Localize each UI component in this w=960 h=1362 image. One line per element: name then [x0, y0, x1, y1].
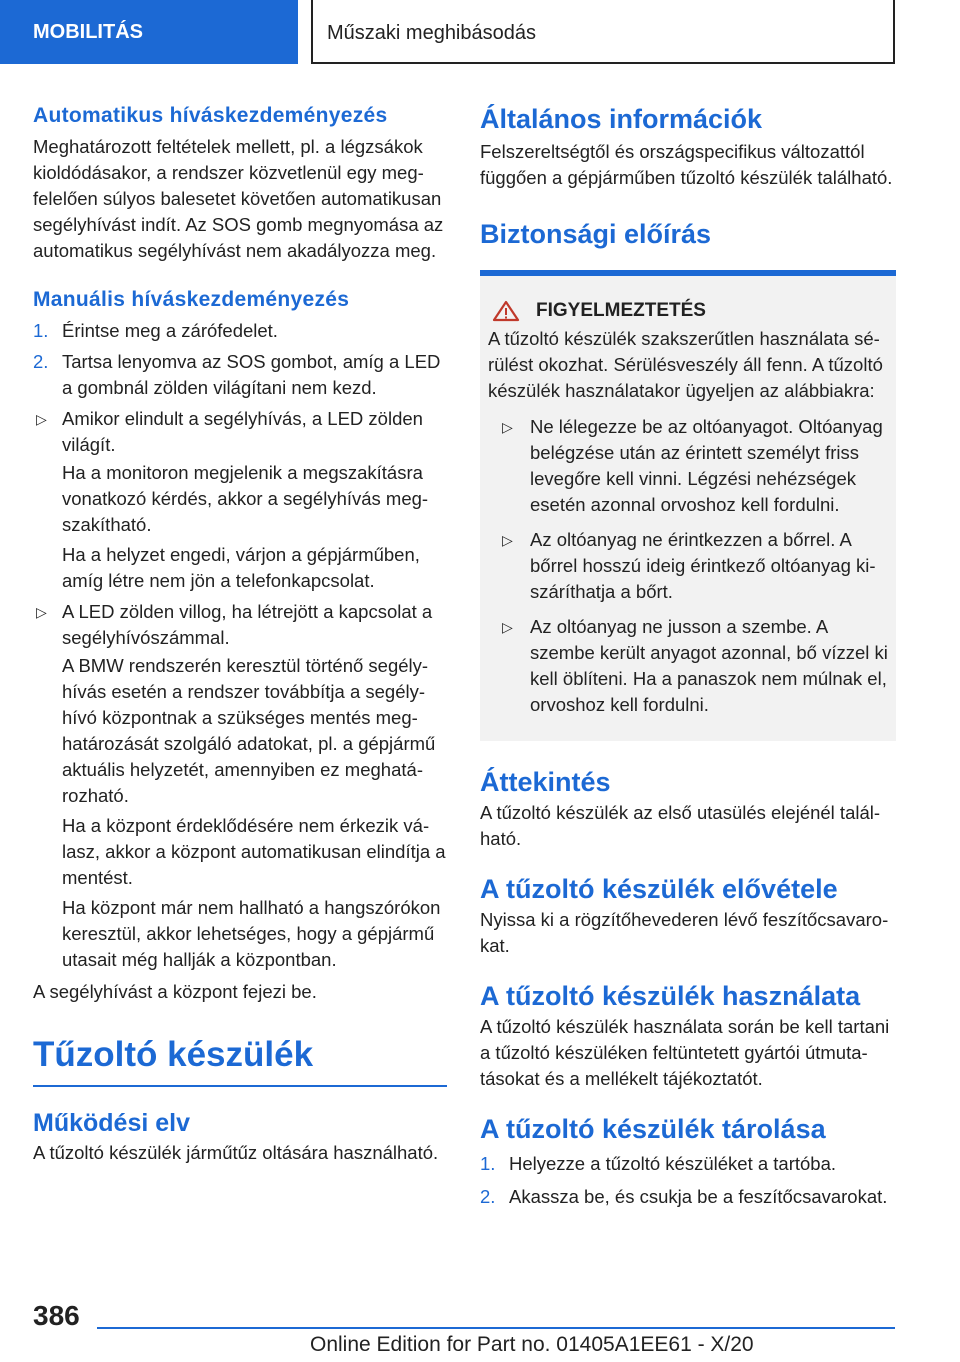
chapter-title: Műszaki meghibásodás — [327, 22, 536, 44]
list-item — [33, 406, 447, 458]
store-steps — [480, 1151, 896, 1210]
overview-text: A tűzoltó készülék az első utasülés elejénél található. — [480, 802, 881, 849]
triangle-bullet-icon: ▷ — [502, 419, 513, 435]
section-label: MOBILITÁS — [33, 20, 143, 43]
bullet-text: A LED zölden villog, ha létrejött a kapcsolat a segélyhívószámmal. — [62, 601, 433, 648]
use-heading: A tűzoltó készülék használata — [480, 981, 861, 1011]
step-text: Akassza be, és csukja be a feszítőcsavarokat. — [509, 1186, 888, 1207]
manual-call-heading: Manuális híváskezdeményezés — [33, 288, 350, 311]
list-item — [496, 527, 888, 605]
list-item — [480, 1184, 896, 1210]
bullet-continuation: A BMW rendszerén keresztül történő segélyhívás esetén a rendszer továbbítja a segélyhívó központnak a szükséges mentés meghatározását szolgáló adatokat, pl. a gépjármű aktuális helyzetét, amennyiben ez meghatározható. — [62, 655, 436, 806]
heading-rule — [33, 1085, 447, 1087]
extinguisher-heading: Tűzoltó készülék — [33, 1035, 314, 1074]
warning-box — [480, 276, 896, 741]
footer-rule — [97, 1327, 895, 1329]
warning-title-text: FIGYELMEZTETÉS — [536, 300, 706, 321]
bullet-continuation: Ha a monitoron megjelenik a megszakításra vonatkozó kérdés, akkor a segélyhívás megszakítható. — [62, 462, 429, 535]
warning-item-text: Az oltóanyag ne érintkezzen a bőrrel. A bőrrel hosszú ideig érintkező oltóanyag kiszáríthatja a bőrt. — [530, 529, 876, 602]
store-heading: A tűzoltó készülék tárolása — [480, 1114, 826, 1144]
warning-list — [488, 414, 888, 718]
triangle-bullet-icon: ▷ — [502, 619, 513, 635]
list-item — [480, 1151, 896, 1177]
warning-title — [488, 300, 888, 322]
auto-call-heading: Automatikus híváskezdeményezés — [33, 104, 388, 127]
principle-heading: Működési elv — [33, 1109, 190, 1137]
step-number: 1. — [33, 320, 49, 341]
list-item — [33, 349, 447, 401]
edition-text: Online Edition for Part no. 01405A1EE61 - X/20 — [310, 1333, 754, 1356]
header-rule — [311, 62, 895, 64]
step-number: 2. — [480, 1186, 496, 1207]
step-text: Tartsa lenyomva az SOS gombot, amíg a LED a gombnál zölden világítani nem kezd. — [62, 351, 441, 398]
warning-item-text: Az oltóanyag ne jusson a szembe. A szembe került anyagot azonnal, bő vízzel ki kell öblíteni. Ha a panaszok nem múlnak el, orvoshoz kell fordulni. — [530, 616, 888, 715]
remove-text: Nyissa ki a rögzítőhevederen lévő feszítőcsavarokat. — [480, 909, 889, 956]
warning-item-text: Ne lélegezze be az oltóanyagot. Oltóanyag belégzése után az érintett személyt friss levegőre kell vinni. Légzési nehézségek esetén azonnal orvoshoz kell fordulni. — [530, 416, 883, 515]
triangle-bullet-icon: ▷ — [36, 411, 47, 427]
warning-triangle-icon — [492, 300, 520, 322]
page-number: 386 — [33, 1300, 80, 1331]
right-column — [480, 104, 896, 1210]
use-text: A tűzoltó készülék használata során be kell tartani a tűzoltó készüléken feltüntetett gyártói útmutatásokat és a mellékelt tájékoztatót. — [480, 1016, 890, 1089]
header-divider — [311, 0, 313, 64]
step-text: Érintse meg a zárófedelet. — [62, 320, 278, 341]
step-text: Helyezze a tűzoltó készüléket a tartóba. — [509, 1153, 837, 1174]
manual-steps — [33, 318, 447, 458]
list-item — [496, 414, 888, 518]
section-tab — [0, 0, 298, 64]
list-item — [33, 318, 447, 344]
list-item — [496, 614, 888, 718]
step-number: 2. — [33, 351, 49, 372]
principle-text: A tűzoltó készülék járműtűz oltására használható. — [33, 1142, 439, 1163]
step-number: 1. — [480, 1153, 496, 1174]
left-column — [33, 104, 447, 1166]
warning-text: A tűzoltó készülék szakszerűtlen használata sérülést okozhat. Sérülésveszély áll fenn. A tűzoltó készülék használatakor ügyeljen az alábbiakra: — [488, 328, 883, 401]
remove-heading: A tűzoltó készülék elővétele — [480, 874, 838, 904]
general-heading: Általános információk — [480, 104, 763, 134]
header-right-divider — [893, 0, 895, 64]
bullet-continuation: Ha a helyzet engedi, várjon a gépjárműben, amíg létre nem jön a telefonkapcsolat. — [62, 544, 420, 591]
bullet-continuation: Ha központ már nem hallható a hangszórókon keresztül, akkor lehetséges, hogy a gépjármű utasait még hallják a központban. — [62, 897, 441, 970]
end-text: A segélyhívást a központ fejezi be. — [33, 981, 317, 1002]
triangle-bullet-icon: ▷ — [502, 532, 513, 548]
bullet-text: Amikor elindult a segélyhívás, a LED zölden világít. — [62, 408, 423, 455]
list-item — [33, 599, 447, 651]
auto-call-text: Meghatározott feltételek mellett, pl. a légzsákok kioldódásakor, a rendszer közvetlenül egy megfelelően súlyos balesetet követően automatikusan segélyhívást indít. Az SOS gomb megnyomása az automatikus segélyhívást nem akadályozza meg. — [33, 136, 444, 261]
triangle-bullet-icon: ▷ — [36, 604, 47, 620]
bullet-continuation: Ha a központ érdeklődésére nem érkezik válasz, akkor a központ automatikusan elindítja a mentést. — [62, 815, 446, 888]
safety-heading: Biztonsági előírás — [480, 219, 712, 249]
general-text: Felszereltségtől és országspecifikus változattól függően a gépjárműben tűzoltó készülék található. — [480, 141, 893, 188]
overview-heading: Áttekintés — [480, 767, 611, 797]
